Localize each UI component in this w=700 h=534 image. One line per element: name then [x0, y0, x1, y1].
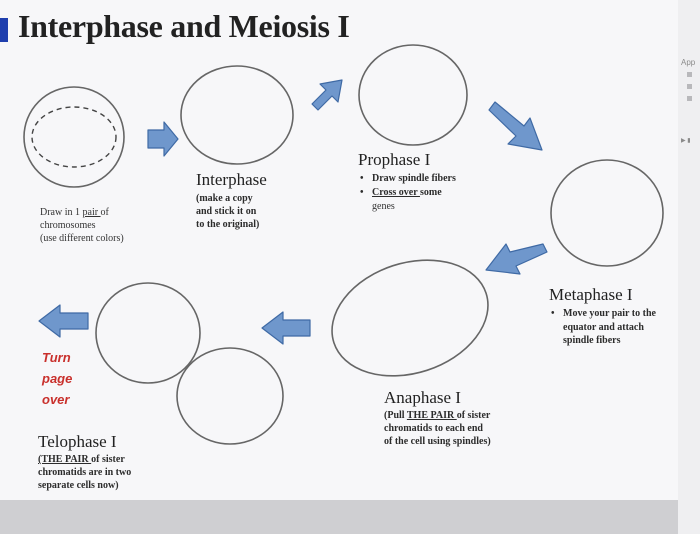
anaphase-title: Anaphase I [384, 388, 461, 407]
arrow-left-icon [39, 305, 88, 337]
telophase-title: Telophase I [38, 432, 117, 451]
metaphase-label-block: Metaphase I • Move your pair to the equator and attach spindle fibers [549, 285, 656, 347]
arrow-down-right-icon [489, 102, 542, 150]
interphase-cell-circle [181, 66, 293, 164]
arrow-right-icon [148, 122, 178, 156]
side-panel-label: App [681, 58, 696, 67]
arrow-down-left-icon [486, 244, 547, 274]
arrow-up-right-icon [312, 80, 342, 110]
interphase-title: Interphase [196, 170, 267, 189]
anaphase-cell-oval [317, 241, 503, 395]
telophase-cell-lower [177, 348, 283, 444]
prophase-title: Prophase I [358, 150, 431, 169]
prophase-cell-circle [359, 45, 467, 145]
anaphase-label-block: Anaphase I (Pull THE PAIR of sister chromatids to each end of the cell using spindles) [384, 388, 491, 447]
turn-page-note: Turn page over [42, 350, 73, 407]
prophase-label-block: Prophase I • Draw spindle fibers • Cross over some genes [358, 150, 456, 213]
metaphase-title: Metaphase I [549, 285, 633, 304]
page-title: Interphase and Meiosis I [18, 8, 350, 44]
telophase-cell-upper [96, 283, 200, 383]
start-cell-nucleus-dashed [32, 107, 116, 167]
telophase-label-block: Telophase I (THE PAIR of sister chromatids are in two separate cells now) [38, 432, 132, 491]
start-cell-circle [24, 87, 124, 187]
metaphase-cell-circle [551, 160, 663, 266]
arrow-left-icon [262, 312, 310, 344]
interphase-label-block: Interphase (make a copy and stick it on to the original) [196, 170, 267, 230]
start-instructions: Draw in 1 pair of chromosomes (use different colors) [40, 207, 124, 244]
side-panel-play-label: ▶ ▮ [681, 138, 691, 144]
